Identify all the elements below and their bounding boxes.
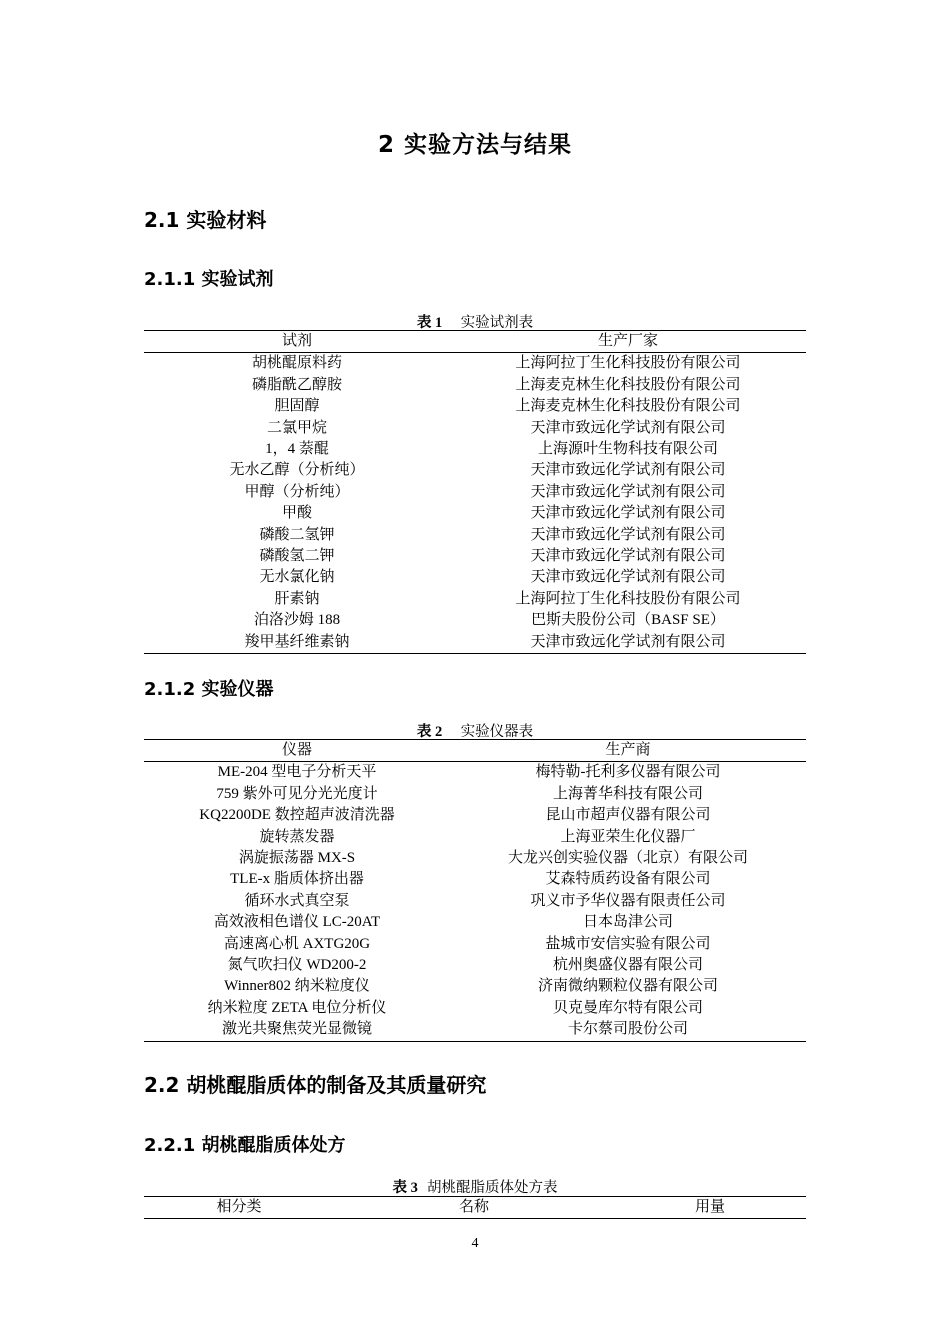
table-cell-item: 759 紫外可见分光光度计 (216, 785, 378, 802)
table2-caption (144, 720, 806, 741)
table-cell-item: 磷酸二氢钾 (259, 526, 335, 543)
table-cell-manufacturer: 盐城市安信实验有限公司 (545, 935, 711, 952)
table-header-row (144, 740, 806, 762)
table-header-row (144, 331, 806, 353)
table-cell-manufacturer: 巴斯夫股份公司（BASF SE） (531, 612, 725, 629)
table-cell-item: KQ2200DE 数控超声波清洗器 (199, 807, 395, 824)
table3-caption-text: 胡桃醌脂质体处方表 (427, 1180, 558, 1196)
reagents-table (144, 330, 806, 654)
table-row (144, 848, 806, 869)
table-row (144, 955, 806, 976)
table-cell-item: 胆固醇 (274, 398, 320, 415)
table-cell-manufacturer: 上海亚荣生化仪器厂 (560, 828, 696, 845)
page-number: 4 (471, 1236, 479, 1251)
table-cell-item: ME-204 型电子分析天平 (217, 764, 377, 781)
table-row (144, 1019, 806, 1041)
table1-header-reagent: 试剂 (144, 331, 450, 353)
table-row (144, 546, 806, 567)
table1-caption-number: 表 1 (416, 315, 443, 331)
table-cell-manufacturer: 天津市致远化学试剂有限公司 (530, 483, 726, 500)
chapter-title: 2 实验方法与结果 (377, 132, 572, 158)
table-cell-manufacturer: 艾森特质药设备有限公司 (545, 871, 711, 888)
table-cell-manufacturer: 上海菁华科技有限公司 (552, 785, 703, 802)
table-row (144, 762, 806, 784)
table-cell-item: 氮气吹扫仪 WD200-2 (227, 957, 367, 974)
table-cell-manufacturer: 上海阿拉丁生化科技股份有限公司 (515, 590, 741, 607)
table-row (144, 632, 806, 654)
table-cell-manufacturer: 上海麦克林生化科技股份有限公司 (515, 376, 741, 393)
table3-caption-number: 表 3 (392, 1180, 418, 1196)
table-cell-item: 甲酸 (281, 505, 312, 522)
table-cell-manufacturer: 天津市致远化学试剂有限公司 (530, 569, 726, 586)
table-cell-item: 1，4 萘醌 (265, 441, 329, 458)
table-cell-manufacturer: 巩义市予华仪器有限责任公司 (530, 892, 726, 909)
table-header-row (144, 1197, 806, 1219)
table-cell-manufacturer: 大龙兴创实验仪器（北京）有限公司 (507, 850, 748, 867)
instruments-table (144, 739, 806, 1042)
table-cell-manufacturer: 上海麦克林生化科技股份有限公司 (515, 398, 741, 415)
table-cell-item: 磷脂酰乙醇胺 (251, 376, 342, 393)
table-cell-manufacturer: 上海源叶生物科技有限公司 (537, 441, 718, 458)
table-cell-manufacturer: 贝克曼库尔特有限公司 (552, 999, 703, 1016)
table-row (144, 998, 806, 1019)
table-row (144, 353, 806, 375)
table-row (144, 396, 806, 417)
section-heading-2-1: 2.1 实验材料 (144, 208, 267, 232)
table2-caption-text: 实验仪器表 (460, 724, 534, 740)
table-row (144, 827, 806, 848)
table2-header-instrument: 仪器 (144, 740, 450, 762)
table-row (144, 934, 806, 955)
table-cell-item: 羧甲基纤维素钠 (144, 632, 450, 654)
table-cell-item: 肝素钠 (274, 590, 320, 607)
table-cell-item: 旋转蒸发器 (259, 828, 335, 845)
table3-header-name: 名称 (334, 1197, 614, 1219)
table-cell-item: TLE-x 脂质体挤出器 (230, 871, 364, 888)
table-row (144, 418, 806, 439)
table-cell-item: 循环水式真空泵 (244, 892, 350, 909)
table3-header-amount: 用量 (614, 1197, 806, 1219)
table-cell-manufacturer: 梅特勒-托利多仪器有限公司 (535, 764, 721, 781)
table-cell-item: 泊洛沙姆 188 (253, 612, 341, 629)
table-cell-manufacturer: 杭州奥盛仪器有限公司 (552, 957, 703, 974)
table-cell-item: 无水乙醇（分析纯） (229, 462, 365, 479)
table-cell-item: Winner802 纳米粒度仪 (224, 978, 370, 995)
table-cell-item: 甲醇（分析纯） (244, 483, 350, 500)
table-cell-manufacturer: 昆山市超声仪器有限公司 (545, 807, 711, 824)
section-heading-2-1-1: 2.1.1 实验试剂 (144, 269, 274, 290)
table2-caption-number: 表 2 (416, 724, 443, 740)
table-cell-manufacturer: 济南微纳颗粒仪器有限公司 (537, 978, 718, 995)
table-cell-item: 激光共聚焦荧光显微镜 (144, 1019, 450, 1041)
table-row (144, 784, 806, 805)
table-cell-item: 纳米粒度 ZETA 电位分析仪 (207, 999, 387, 1016)
table-cell-item: 二氯甲烷 (266, 419, 327, 436)
section-heading-2-2: 2.2 胡桃醌脂质体的制备及其质量研究 (144, 1073, 487, 1097)
table-cell-manufacturer: 天津市致远化学试剂有限公司 (450, 632, 806, 654)
table-cell-manufacturer: 卡尔蔡司股份公司 (450, 1019, 806, 1041)
table-row (144, 869, 806, 890)
table-cell-item: 胡桃醌原料药 (251, 355, 342, 372)
table-row (144, 589, 806, 610)
table-cell-item: 高速离心机 AXTG20G (223, 935, 371, 952)
table-cell-item: 磷酸氢二钾 (259, 548, 335, 565)
table-cell-manufacturer: 天津市致远化学试剂有限公司 (530, 548, 726, 565)
table2-header-manufacturer: 生产商 (450, 740, 806, 762)
formulation-table (144, 1196, 806, 1219)
table-row (144, 375, 806, 396)
table-cell-manufacturer: 上海阿拉丁生化科技股份有限公司 (515, 355, 741, 372)
table3-header-phase: 相分类 (144, 1197, 334, 1219)
table-row (144, 567, 806, 588)
table-cell-item: 涡旋振荡器 MX-S (238, 850, 356, 867)
table-cell-manufacturer: 天津市致远化学试剂有限公司 (530, 419, 726, 436)
table-row (144, 525, 806, 546)
table-cell-manufacturer: 天津市致远化学试剂有限公司 (530, 526, 726, 543)
section-heading-2-2-1: 2.2.1 胡桃醌脂质体处方 (144, 1135, 346, 1156)
table-row (144, 891, 806, 912)
table-cell-manufacturer: 日本岛津公司 (582, 914, 673, 931)
table-row (144, 976, 806, 997)
table1-header-manufacturer: 生产厂家 (450, 331, 806, 353)
table-cell-item: 无水氯化钠 (259, 569, 335, 586)
table-cell-manufacturer: 天津市致远化学试剂有限公司 (530, 505, 726, 522)
table-row (144, 439, 806, 460)
table1-caption-text: 实验试剂表 (460, 315, 534, 331)
table-row (144, 482, 806, 503)
table-row (144, 610, 806, 631)
table-cell-item: 高效液相色谱仪 LC-20AT (213, 914, 381, 931)
table-row (144, 805, 806, 826)
table1-caption (144, 311, 806, 332)
table-row (144, 503, 806, 524)
table3-caption (144, 1176, 806, 1197)
table-row (144, 912, 806, 933)
section-heading-2-1-2: 2.1.2 实验仪器 (144, 679, 274, 700)
table-row (144, 460, 806, 481)
table-cell-manufacturer: 天津市致远化学试剂有限公司 (530, 462, 726, 479)
